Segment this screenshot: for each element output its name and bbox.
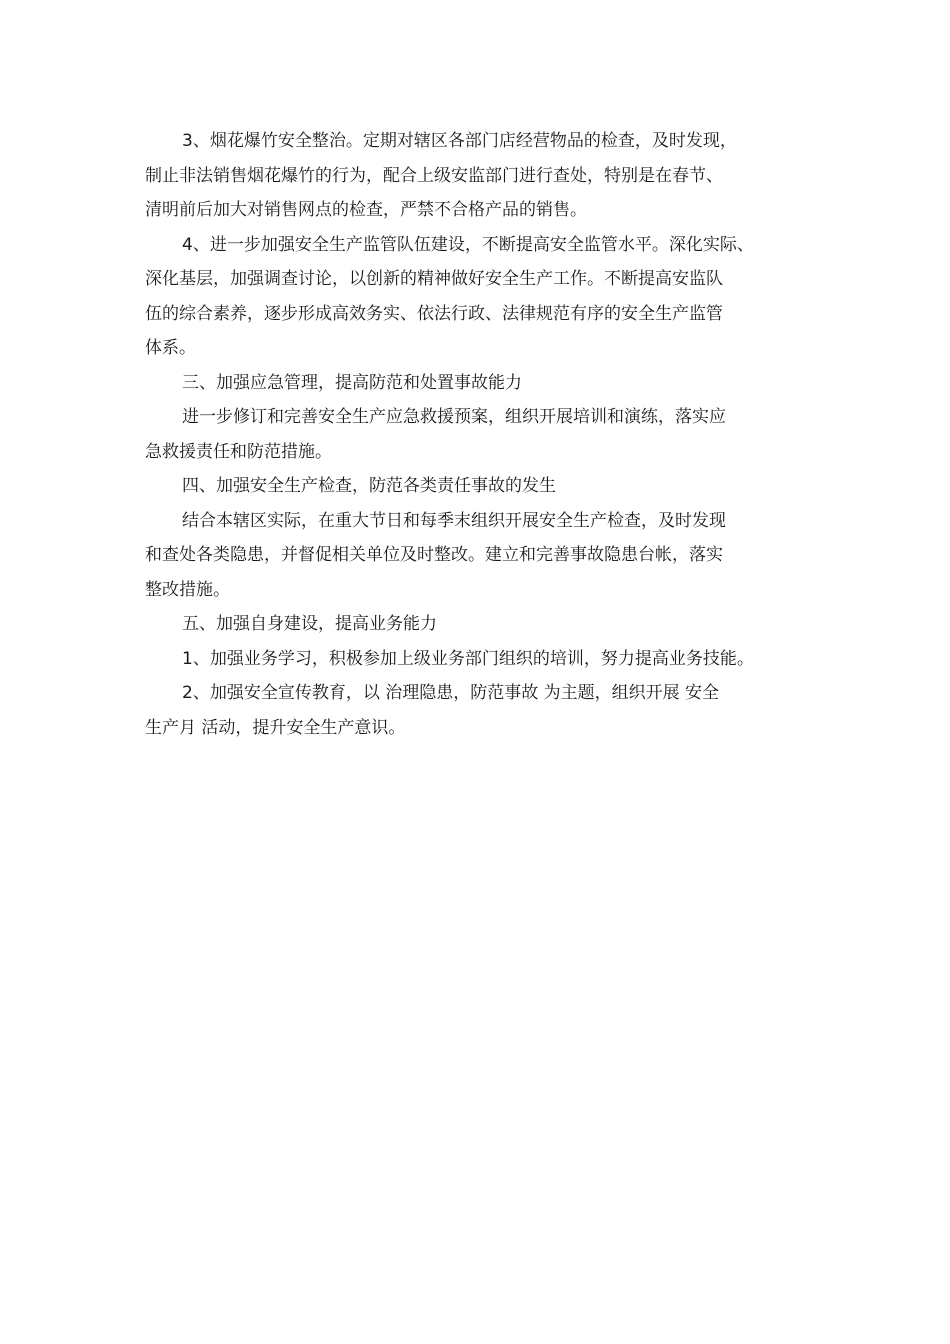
document-body <box>145 124 825 745</box>
text-line: 和查处各类隐患，并督促相关单位及时整改。建立和完善事故隐患台帐，落实 <box>145 545 723 565</box>
text-line: 体系。 <box>145 338 196 358</box>
section-heading: 三、加强应急管理，提高防范和处置事故能力 <box>182 372 522 393</box>
text-line: 4、进一步加强安全生产监管队伍建设，不断提高安全监管水平。深化实际、 <box>182 234 754 255</box>
text-line: 清明前后加大对销售网点的检查，严禁不合格产品的销售。 <box>145 200 587 220</box>
text-line: 3、烟花爆竹安全整治。定期对辖区各部门店经营物品的检查，及时发现， <box>182 131 737 151</box>
text-line: 整改措施。 <box>145 579 230 600</box>
text-line: 生产月 活动，提升安全生产意识。 <box>145 717 406 738</box>
text-line: 伍的综合素养，逐步形成高效务实、依法行政、法律规范有序的安全生产监管 <box>145 303 723 324</box>
text-line: 进一步修订和完善安全生产应急救援预案，组织开展培训和演练，落实应 <box>182 407 726 427</box>
text-line: 制止非法销售烟花爆竹的行为，配合上级安监部门进行查处，特别是在春节、 <box>145 165 723 186</box>
text-line: 2、加强安全宣传教育，以 治理隐患，防范事故 为主题，组织开展 安全 <box>182 683 720 703</box>
section-heading: 四、加强安全生产检查，防范各类责任事故的发生 <box>182 476 556 496</box>
section-heading: 五、加强自身建设，提高业务能力 <box>182 614 437 634</box>
text-line: 结合本辖区实际，在重大节日和每季末组织开展安全生产检查，及时发现 <box>182 510 726 531</box>
text-line: 1、加强业务学习，积极参加上级业务部门组织的培训，努力提高业务技能。 <box>182 648 754 669</box>
text-line: 急救援责任和防范措施。 <box>145 441 332 462</box>
text-line: 深化基层，加强调查讨论，以创新的精神做好安全生产工作。不断提高安监队 <box>145 269 723 289</box>
